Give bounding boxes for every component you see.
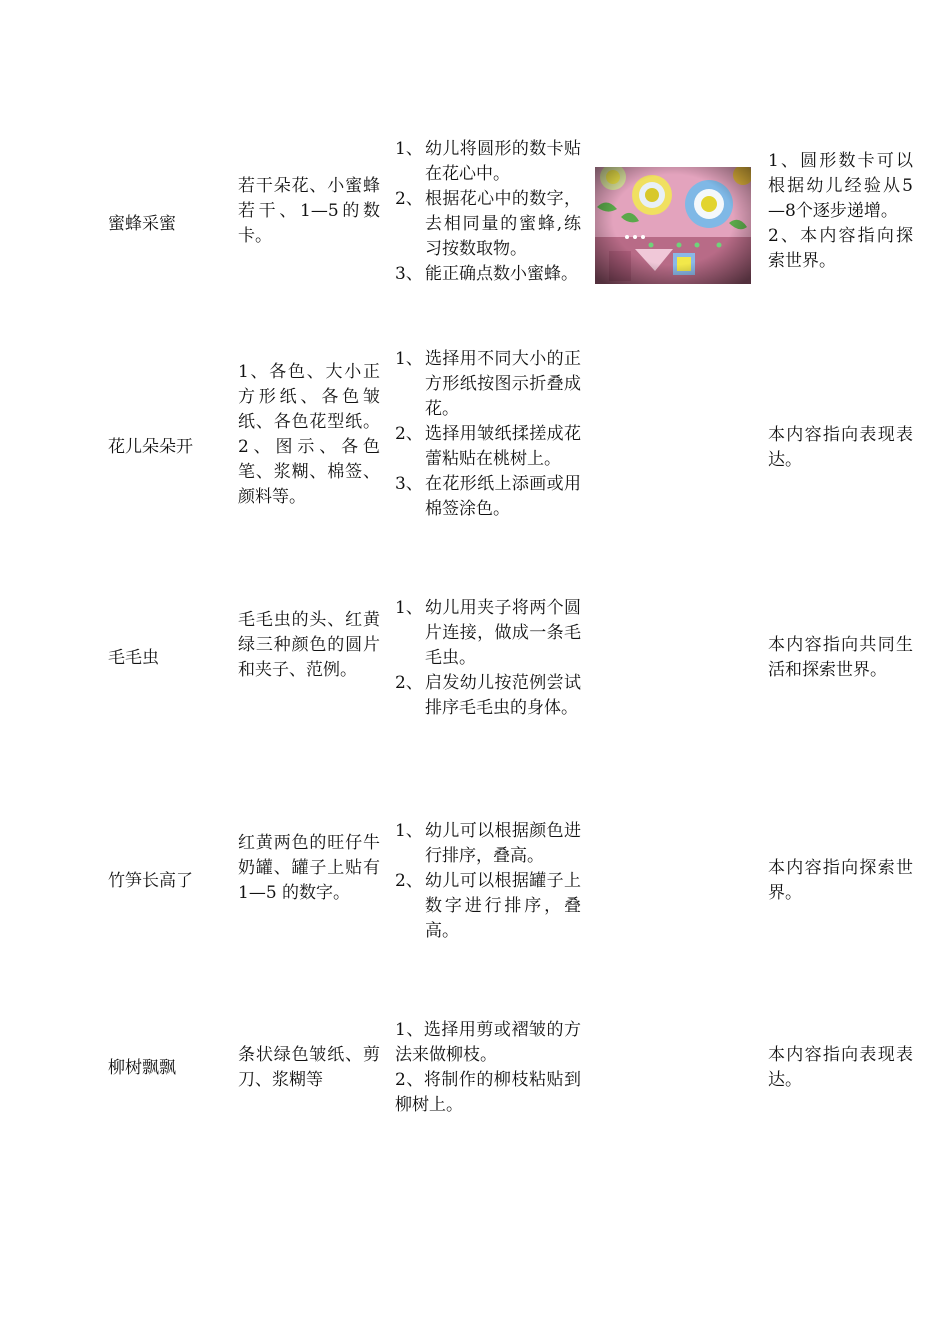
activity-materials: 毛毛虫的头、红黄绿三种颜色的圆片和夹子、范例。 <box>238 610 380 680</box>
step-item: 1、 幼儿用夹子将两个圆片连接，做成一条毛毛虫。 <box>395 598 581 668</box>
activity-notes: 本内容指向表现表达。 <box>768 1045 913 1090</box>
step-item: 2、 启发幼儿按范例尝试排序毛毛虫的身体。 <box>395 673 581 718</box>
activity-steps <box>395 137 581 287</box>
step-item: 1、 幼儿可以根据颜色进行排序，叠高。 <box>395 821 581 866</box>
activity-materials: 1、各色、大小正方形纸、各色皱纸、各色花型纸。2、图示、各色笔、浆糊、棉签、颜料等。 <box>238 362 380 507</box>
activity-steps <box>395 1018 581 1118</box>
step-item: 2、将制作的柳枝粘贴到柳树上。 <box>395 1070 581 1115</box>
activity-steps <box>395 347 581 522</box>
activity-name: 花儿朵朵开 <box>108 437 193 457</box>
activity-notes: 本内容指向共同生活和探索世界。 <box>768 635 913 680</box>
activity-notes: 1、圆形数卡可以根据幼儿经验从5—8个逐步递增。 2、本内容指向探索世界。 <box>768 151 913 271</box>
activity-notes: 本内容指向探索世界。 <box>768 858 913 903</box>
activity-materials: 若干朵花、小蜜蜂若干、1—5的数卡。 <box>238 176 380 246</box>
step-item: 3、 能正确点数小蜜蜂。 <box>395 264 578 284</box>
activity-materials: 红黄两色的旺仔牛奶罐、罐子上贴有 1—5 的数字。 <box>238 833 380 903</box>
step-item: 2、 根据花心中的数字，去相同量的蜜蜂,练习按数取物。 <box>395 189 581 259</box>
activity-steps <box>395 596 581 721</box>
activity-materials: 条状绿色皱纸、剪刀、浆糊等 <box>238 1045 380 1090</box>
activity-name: 柳树飘飘 <box>108 1058 176 1078</box>
step-item: 3、 在花形纸上添画或用棉签涂色。 <box>395 474 581 519</box>
step-item: 1、 选择用不同大小的正方形纸按图示折叠成花。 <box>395 349 581 419</box>
activity-name: 竹笋长高了 <box>108 871 193 891</box>
bee-flower-board-image <box>595 167 751 284</box>
step-item: 1、选择用剪或褶皱的方法来做柳枝。 <box>395 1020 581 1065</box>
activity-name: 毛毛虫 <box>108 648 159 668</box>
step-item: 2、 幼儿可以根据罐子上数字进行排序，叠高。 <box>395 871 581 941</box>
step-item: 1、 幼儿将圆形的数卡贴在花心中。 <box>395 139 581 184</box>
activity-notes: 本内容指向表现表达。 <box>768 425 913 470</box>
step-item: 2、 选择用皱纸揉搓成花蕾粘贴在桃树上。 <box>395 424 581 469</box>
activity-photo <box>595 167 751 284</box>
activity-steps <box>395 819 581 944</box>
activity-name: 蜜蜂采蜜 <box>108 214 176 234</box>
